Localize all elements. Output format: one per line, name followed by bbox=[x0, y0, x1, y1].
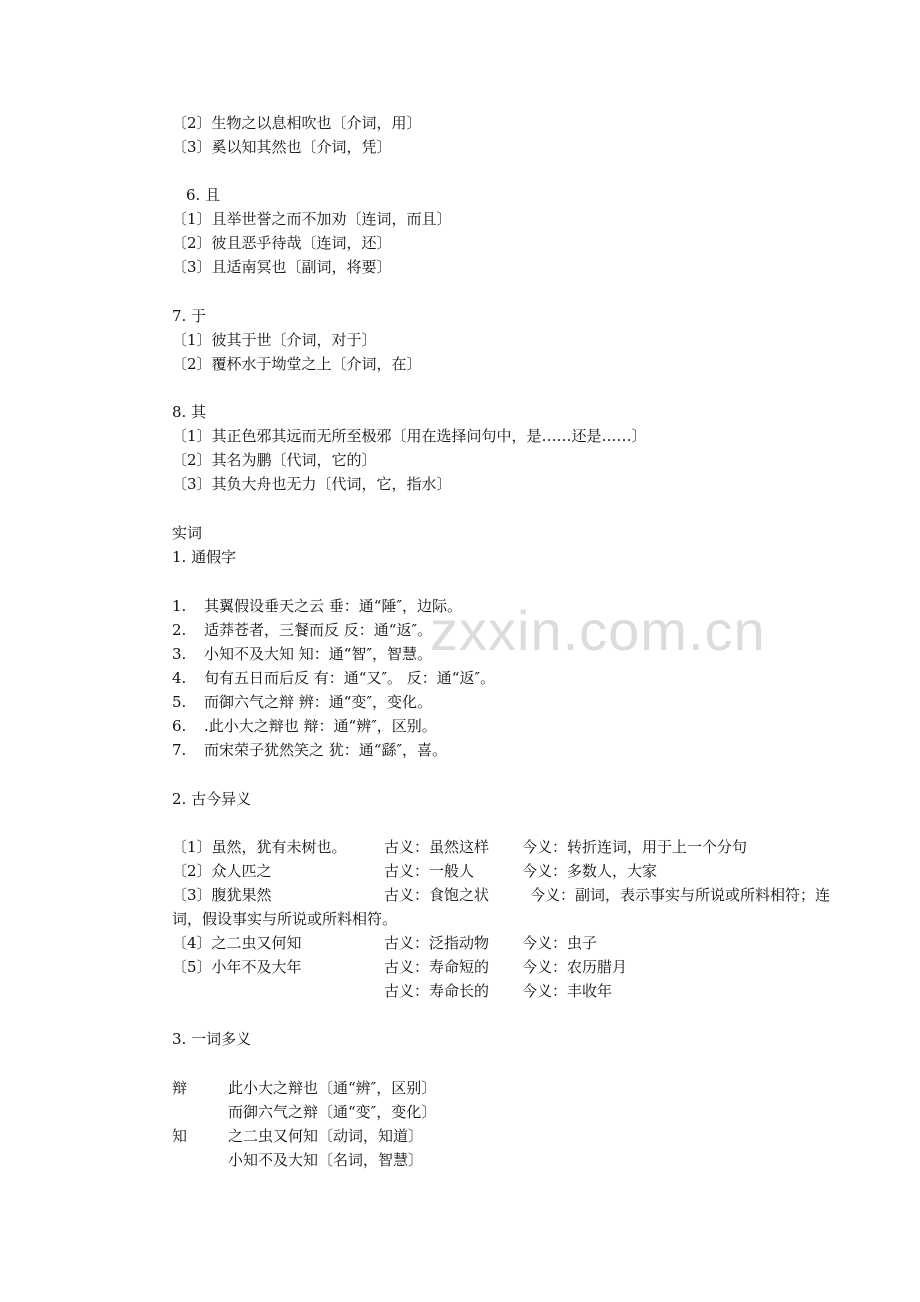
section-heading: 8. 其 bbox=[172, 403, 207, 421]
ancient-meaning: 古义：虽然这样 bbox=[384, 838, 490, 856]
list-item: 其翼假设垂天之云 垂：通“陲″，边际。 bbox=[204, 597, 463, 615]
list-number: 1. bbox=[172, 597, 187, 615]
list-item: .此小大之辩也 辩：通“辨″，区别。 bbox=[204, 717, 437, 735]
section-heading: 3. 一词多义 bbox=[172, 1030, 252, 1048]
item-line: 〔3〕其负大舟也无力〔代词，它，指水〕 bbox=[172, 475, 452, 493]
polysemy-word: 辩 bbox=[172, 1079, 188, 1097]
wrapped-line: 词，假设事实与所说或所料相符。 bbox=[172, 910, 398, 928]
term-cell: 〔4〕之二虫又何知 bbox=[172, 934, 302, 952]
modern-meaning: 今义：农历腊月 bbox=[522, 958, 628, 976]
section-heading: 7. 于 bbox=[172, 307, 207, 325]
term-cell: 〔5〕小年不及大年 bbox=[172, 958, 302, 976]
modern-meaning: 今义：多数人，大家 bbox=[522, 862, 658, 880]
term-cell: 〔2〕众人匹之 bbox=[172, 862, 272, 880]
list-number: 5. bbox=[172, 693, 187, 711]
section-heading: 2. 古今异义 bbox=[172, 790, 252, 808]
item-line: 〔3〕且适南冥也〔副词，将要〕 bbox=[172, 258, 392, 276]
item-line: 〔1〕且举世誉之而不加劝〔连词，而且〕 bbox=[172, 210, 452, 228]
section-heading: 6. 且 bbox=[186, 186, 221, 204]
item-line: 〔1〕其正色邪其远而无所至极邪〔用在选择问句中，是……还是……〕 bbox=[172, 427, 647, 445]
ancient-meaning: 古义：泛指动物 bbox=[384, 934, 490, 952]
ancient-meaning: 古义：寿命短的 bbox=[384, 958, 490, 976]
item-line: 〔1〕彼其于世〔介词，对于〕 bbox=[172, 331, 377, 349]
item-line: 〔2〕覆杯水于坳堂之上〔介词，在〕 bbox=[172, 355, 422, 373]
item-line: 〔2〕其名为鹏〔代词，它的〕 bbox=[172, 451, 377, 469]
sense-line: 之二虫又何知〔动词，知道〕 bbox=[228, 1127, 424, 1145]
list-number: 4. bbox=[172, 669, 187, 687]
item-line: 〔3〕奚以知其然也〔介词，凭〕 bbox=[172, 138, 392, 156]
part-title: 实词 bbox=[172, 524, 203, 542]
polysemy-word: 知 bbox=[172, 1127, 188, 1145]
list-number: 6. bbox=[172, 717, 187, 735]
section-heading: 1. 通假字 bbox=[172, 548, 237, 566]
modern-meaning: 今义：虫子 bbox=[522, 934, 598, 952]
list-number: 3. bbox=[172, 645, 187, 663]
term-cell: 〔1〕虽然，犹有未树也。 bbox=[172, 838, 347, 856]
sense-line: 小知不及大知〔名词，智慧〕 bbox=[228, 1151, 424, 1169]
list-item: 旬有五日而后反 有：通“又″。 反：通“返″。 bbox=[204, 669, 496, 687]
list-number: 2. bbox=[172, 621, 187, 639]
term-cell: 〔3〕腹犹果然 bbox=[172, 886, 272, 904]
modern-meaning: 今义：副词，表示事实与所说或所料相符；连 bbox=[530, 886, 831, 904]
modern-meaning: 今义：转折连词，用于上一个分句 bbox=[522, 838, 748, 856]
ancient-meaning: 古义：食饱之状 bbox=[384, 886, 490, 904]
list-item: 适莽苍者，三餐而反 反：通“返″。 bbox=[204, 621, 433, 639]
item-line: 〔2〕彼且恶乎待哉〔连词，还〕 bbox=[172, 234, 392, 252]
list-item: 小知不及大知 知：通“智″，智慧。 bbox=[204, 645, 433, 663]
list-item: 而御六气之辩 辨：通“变″，变化。 bbox=[204, 693, 433, 711]
sense-line: 此小大之辩也〔通“辨″，区别〕 bbox=[228, 1079, 437, 1097]
modern-meaning: 今义：丰收年 bbox=[522, 982, 613, 1000]
ancient-meaning: 古义：寿命长的 bbox=[384, 982, 490, 1000]
watermark: zxxin.com.cn bbox=[430, 599, 766, 662]
list-item: 而宋荣子犹然笑之 犹：通“繇″，喜。 bbox=[204, 741, 448, 759]
sense-line: 而御六气之辩〔通“变″，变化〕 bbox=[228, 1103, 437, 1121]
list-number: 7. bbox=[172, 741, 187, 759]
item-line: 〔2〕生物之以息相吹也〔介词，用〕 bbox=[172, 114, 422, 132]
ancient-meaning: 古义：一般人 bbox=[384, 862, 475, 880]
